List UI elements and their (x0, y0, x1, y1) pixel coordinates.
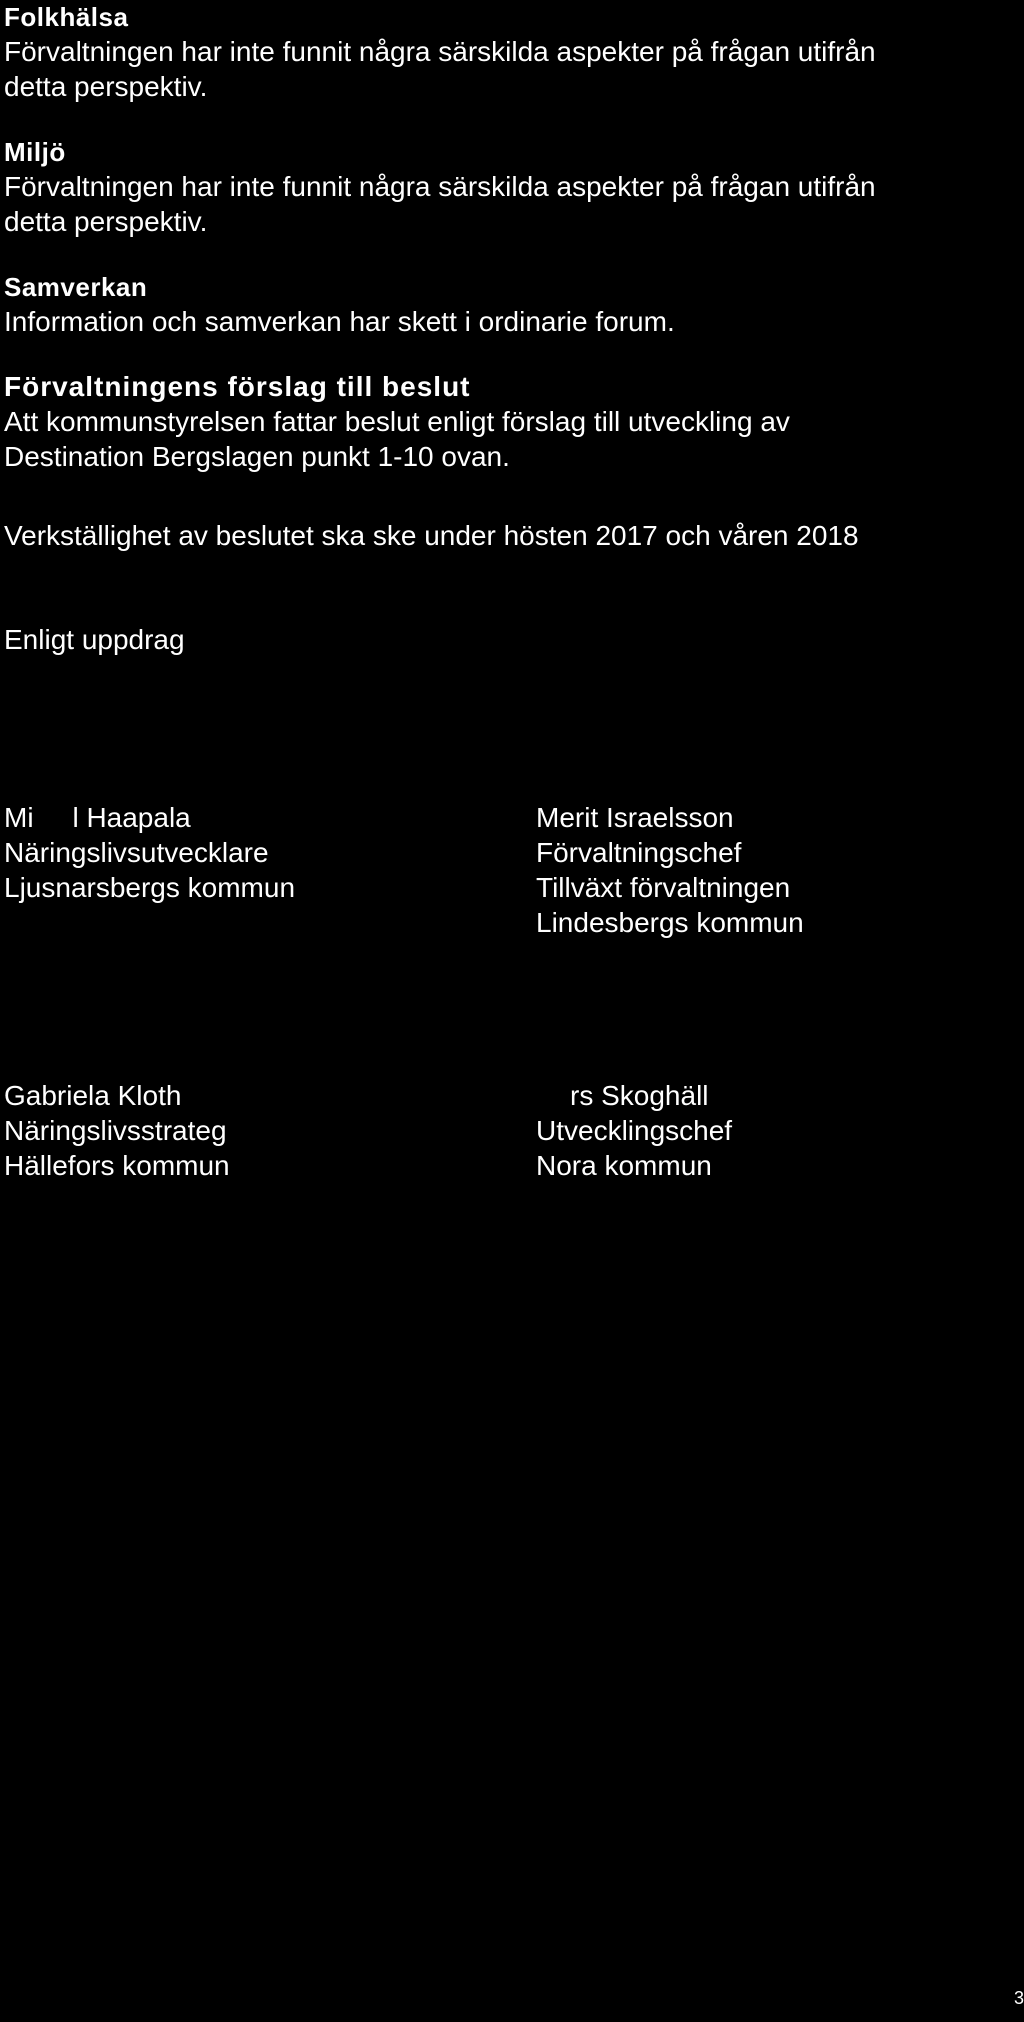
signature-name: Gabriela Kloth (4, 1080, 182, 1111)
signature-name: Mi l Haapala (4, 802, 191, 833)
section-miljo (4, 135, 1014, 239)
signature-block-israelsson (536, 800, 804, 940)
signature-title: Utvecklingschef (536, 1115, 733, 1146)
text-samverkan: Information och samverkan har skett i ordinarie forum. (4, 306, 675, 337)
signature-name: rs Skoghäll (570, 1080, 709, 1111)
signature-organization: Ljusnarsbergs kommun (4, 872, 296, 903)
signature-block-skoghall (536, 1078, 732, 1183)
section-forslag-till-beslut (4, 370, 1014, 474)
heading-folkhalsa: Folkhälsa (4, 2, 129, 32)
signature-title: Näringslivsutvecklare (4, 837, 269, 868)
text-folkhalsa: Förvaltningen har inte funnit några särskilda aspekter på frågan utifrån detta perspektiv. (4, 36, 876, 102)
page-number: 3 (1013, 1988, 1024, 2008)
heading-samverkan: Samverkan (4, 272, 148, 302)
heading-forslag-till-beslut: Förvaltningens förslag till beslut (4, 371, 471, 402)
signature-organization: Hällefors kommun (4, 1150, 230, 1181)
signature-department: Tillväxt förvaltningen (536, 872, 791, 903)
signature-title: Förvaltningschef (536, 837, 742, 868)
section-folkhalsa (4, 0, 1014, 104)
text-miljo: Förvaltningen har inte funnit några särskilda aspekter på frågan utifrån detta perspektiv. (4, 171, 876, 237)
signature-organization: Nora kommun (536, 1150, 712, 1181)
section-samverkan (4, 270, 1014, 339)
signature-block-kloth (4, 1078, 230, 1183)
enligt-uppdrag-text: Enligt uppdrag (4, 624, 185, 655)
text-forslag-till-beslut: Att kommunstyrelsen fattar beslut enligt förslag till utveckling av Destination Bergslagen punkt 1-10 ovan. (4, 406, 790, 472)
signature-name: Merit Israelsson (536, 802, 734, 833)
verkstallighet-text: Verkställighet av beslutet ska ske under hösten 2017 och våren 2018 (4, 520, 859, 551)
signature-organization: Lindesbergs kommun (536, 907, 804, 938)
signature-block-haapala (4, 800, 295, 905)
heading-miljo: Miljö (4, 137, 66, 167)
signature-title: Näringslivsstrateg (4, 1115, 227, 1146)
